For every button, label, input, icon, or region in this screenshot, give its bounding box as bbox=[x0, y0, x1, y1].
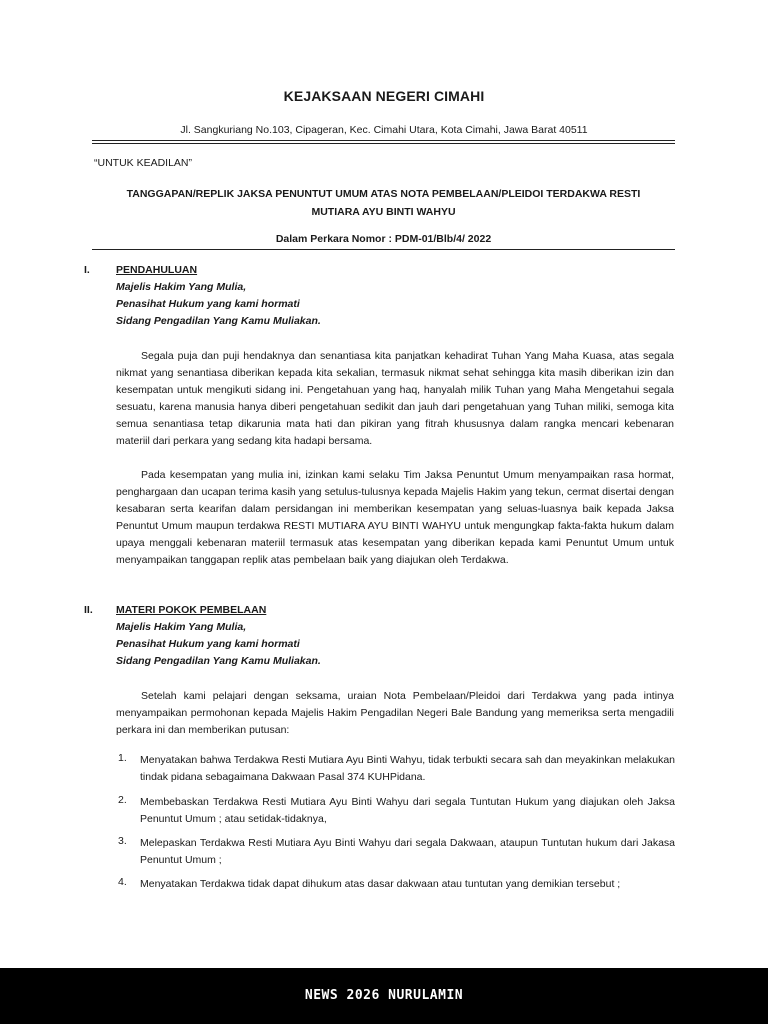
footer-text: NEWS 2026 NURULAMIN bbox=[304, 988, 464, 1003]
list-item: Menyatakan Terdakwa tidak dapat dihukum atas dasar dakwaan atau tuntutan yang demikian tersebut ; bbox=[140, 878, 621, 890]
section-2-paragraph: Setelah kami pelajari dengan seksama, uraian Nota Pembelaan/Pleidoi dari Terdakwa yang pada intinya menyampaikan permohonan kepada Majelis Hakim Pengadilan Negeri Bale Bandung yang memeriksa serta mengadili perkara ini dan memberikan putusan: bbox=[116, 690, 674, 736]
section-1-address-line: Sidang Pengadilan Yang Kamu Muliakan. bbox=[116, 315, 321, 327]
section-2-address-line: Sidang Pengadilan Yang Kamu Muliakan. bbox=[116, 655, 321, 667]
section-1-paragraph: Segala puja dan puji hendaknya dan senantiasa kita panjatkan kehadirat Tuhan Yang Maha Kuasa, atas segala nikmat yang senantiasa diberikan kepada kita sekalian, termasuk nikmat sehat sehingga kita masih diberikan izin dan kesempatan untuk mengikuti sidang ini. Pengetahuan yang haq, hanyalah milik Tuhan yang Maha Mengetahui segala sesuatu, karena manusia hanya diberi pengetahuan sedikit dan jauh dari pengetahuan yang Tuhan miliki, semoga kita semua senantiasa tetap dikarunia mata hati dan pikiran yang fitrah khususnya dalam rangka mencari kebenaran materiil dari perkara yang sedang kita hadapi bersama. bbox=[116, 350, 674, 447]
section-1-title: PENDAHULUAN bbox=[116, 264, 198, 276]
section-2-number: II. bbox=[84, 604, 93, 616]
list-item-number: 3. bbox=[118, 835, 127, 847]
section-2-address-line: Penasihat Hukum yang kami hormati bbox=[116, 638, 300, 650]
section-1-address-line: Penasihat Hukum yang kami hormati bbox=[116, 298, 300, 310]
institution-title: KEJAKSAAN NEGERI CIMAHI bbox=[283, 88, 485, 104]
heading-rule bbox=[92, 249, 675, 250]
list-item: Menyatakan bahwa Terdakwa Resti Mutiara Ayu Binti Wahyu, tidak terbukti secara sah dan meyakinkan melakukan tindak pidana sebagaimana Dakwaan Pasal 374 KUHPidana. bbox=[140, 754, 676, 783]
section-2-title: MATERI POKOK PEMBELAAN bbox=[116, 604, 267, 616]
section-1-number: I. bbox=[84, 264, 90, 276]
footer-banner bbox=[0, 968, 768, 1024]
list-item: Membebaskan Terdakwa Resti Mutiara Ayu Binti Wahyu dari segala Tuntutan Hukum yang diajukan oleh Jaksa Penuntut Umum ; atau setidak-tidaknya, bbox=[140, 796, 675, 825]
institution-address: Jl. Sangkuriang No.103, Cipageran, Kec. Cimahi Utara, Kota Cimahi, Jawa Barat 40511 bbox=[180, 124, 588, 136]
document-heading bbox=[92, 185, 675, 221]
header-rule-bottom bbox=[92, 143, 675, 144]
list-item-number: 4. bbox=[118, 876, 127, 888]
list-item-number: 2. bbox=[118, 794, 127, 806]
section-1-paragraph: Pada kesempatan yang mulia ini, izinkan kami selaku Tim Jaksa Penuntut Umum menyampaikan rasa hormat, penghargaan dan ucapan terima kasih yang setulus-tulusnya kepada Majelis Hakim yang tekun, cermat disertai dengan kesabaran serta kearifan dalam persidangan ini memberikan kesempatan yang seluas-luasnya baik kepada Jaksa Penuntut Umum maupun terdakwa RESTI MUTIARA AYU BINTI WAHYU untuk mengungkap fakta-fakta hukum dalam upaya menggali kebenaran materiil termasuk atas kesempatan yang diberikan kepada kami Penuntut Umum untuk menyampaikan tanggapan replik atas pembelaan baik yang diajukan oleh Terdakwa. bbox=[116, 469, 674, 566]
list-item-number: 1. bbox=[118, 752, 127, 764]
heading-line-2: MUTIARA AYU BINTI WAHYU bbox=[311, 206, 456, 218]
motto: “UNTUK KEADILAN” bbox=[94, 157, 193, 169]
list-item: Melepaskan Terdakwa Resti Mutiara Ayu Binti Wahyu dari segala Dakwaan, ataupun Tuntutan hukum dari Jakasa Penuntut Umum ; bbox=[140, 837, 675, 866]
heading-line-1: TANGGAPAN/REPLIK JAKSA PENUNTUT UMUM ATAS NOTA PEMBELAAN/PLEIDOI TERDAKWA RESTI bbox=[126, 188, 641, 200]
section-1-address-line: Majelis Hakim Yang Mulia, bbox=[116, 281, 247, 293]
case-number: Dalam Perkara Nomor : PDM-01/Blb/4/ 2022 bbox=[275, 233, 492, 245]
section-2-address-line: Majelis Hakim Yang Mulia, bbox=[116, 621, 247, 633]
header-rule-top bbox=[92, 140, 675, 141]
